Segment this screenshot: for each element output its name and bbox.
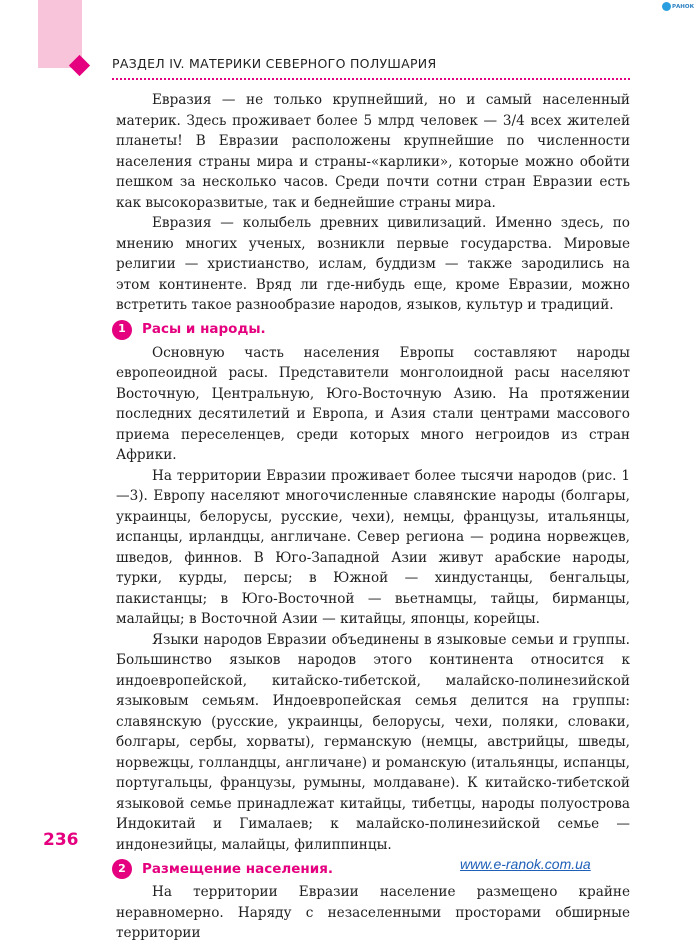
section-1-paragraph-2: На территории Евразии проживает более тысячи народов (рис. 1—3). Европу населяют многочисленные славянские народы (болгары, украинцы, белорусы, русские, чехи), немцы, французы, итальянцы, испанцы, ирландцы, англичане. Север региона — родина норвежцев, шведов, финнов. В Юго-Западной Азии живут арабские народы, турки, курды, персы; в Южной — хиндустанцы, бенгальцы, пакистанцы; в Юго-Восточной — вьетнамцы, тайцы, бирманцы, малайцы; в Восточной Азии — китайцы, японцы, корейцы. <box>116 467 630 627</box>
intro-paragraph-1: Евразия — не только крупнейший, но и самый населенный материк. Здесь проживает более 5 млрд человек — 3/4 всех жителей планеты! В Евразии расположены крупнейшие по численности населения страны мира и страны-«карлики», которые можно обойти пешком за несколько часов. Среди почти сотни стран Евразии есть как высокоразвитые, так и беднейшие страны мира. <box>116 92 630 211</box>
page-number: 236 <box>43 830 79 850</box>
header-dotted-rule <box>112 78 630 80</box>
section-1-heading <box>112 318 630 342</box>
page-body <box>116 90 630 944</box>
section-1-paragraph-3: Языки народов Евразии объединены в языковые семьи и группы. Большинство языков народов этого континента относится к индоевропейской, китайско-тибетской, малайско-полинезийской языковым семьям. Индоевропейская семья делится на группы: славянскую (русские, украинцы, белорусы, чехи, поляки, словаки, болгары, сербы, хорваты), германскую (немцы, австрийцы, шведы, норвежцы, голландцы, англичане) и романскую (итальянцы, испанцы, португальцы, французы, румыны, молдаване). К китайско-тибетской языковой семье принадлежат китайцы, тибетцы, народы полуострова Индокитай и Гималаев; к малайско-полинезийской семье — индонезийцы, малайцы, филиппинцы. <box>116 631 630 853</box>
section-number-badge-1: 1 <box>112 320 132 340</box>
section-2-title: Размещение населения. <box>142 860 333 877</box>
section-2-paragraph-1: На территории Евразии население размещено крайне неравномерно. Наряду с незаселенными просторами обширные территории <box>116 884 630 941</box>
section-1-paragraph-1: Основную часть населения Европы составляют народы европеоидной расы. Представители монголоидной расы населяют Восточную, Центральную, Юго-Восточную Азию. На протяжении последних десятилетий и Европа, и Азия стали центрами массового приема переселенцев, среди которых много негроидов из стран Африки. <box>116 344 630 463</box>
section-header-title: РАЗДЕЛ IV. МАТЕРИКИ СЕВЕРНОГО ПОЛУШАРИЯ <box>112 56 437 71</box>
section-number-badge-2: 2 <box>112 859 132 879</box>
intro-paragraph-2: Евразия — колыбель древних цивилизаций. Именно здесь, по мнению многих ученых, возникли первые государства. Мировые религии — христианство, ислам, буддизм — также зародились на этом континенте. Вряд ли где-нибудь еще, кроме Евразии, можно встретить такое разнообразие народов, языков, культур и традиций. <box>116 215 630 313</box>
publisher-logo <box>662 2 694 11</box>
publisher-logo-text: РАНОК <box>672 3 695 10</box>
section-1-title: Расы и народы. <box>142 321 266 338</box>
ranok-logo-icon <box>662 2 671 11</box>
publisher-website-link[interactable]: www.e-ranok.com.ua <box>460 856 591 872</box>
